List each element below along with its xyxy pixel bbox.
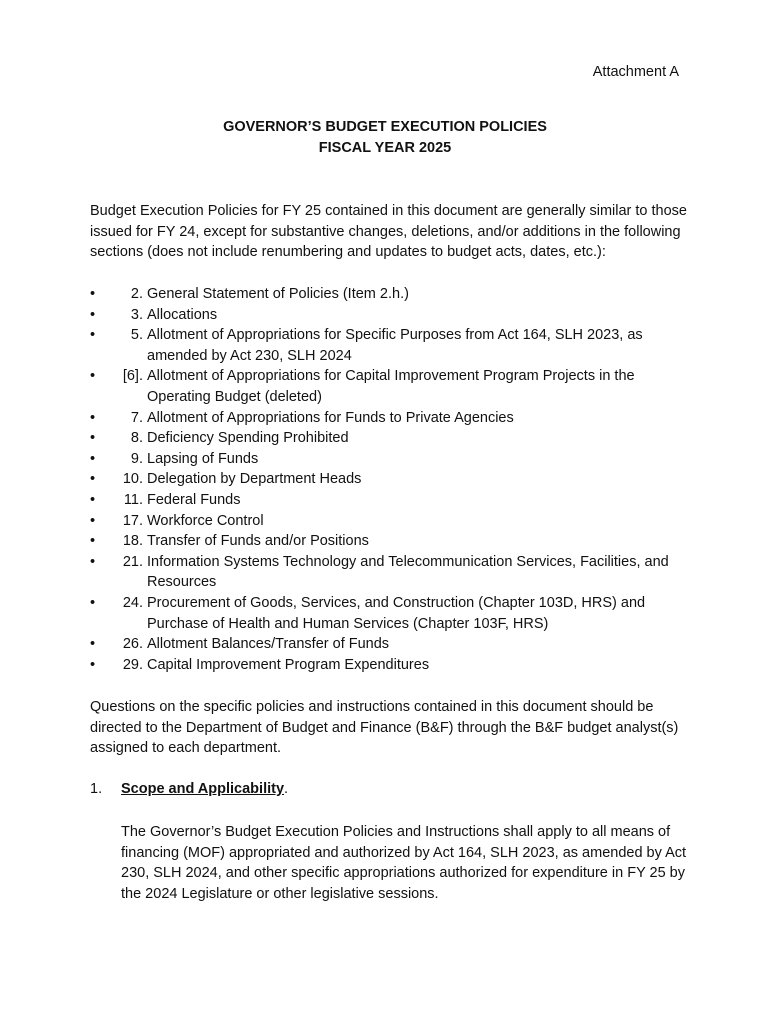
item-text: Lapsing of Funds [147,450,259,467]
item-number: 3. [130,306,143,323]
item-number: 11. [123,491,143,508]
item-text: Transfer of Funds and/or Positions [147,533,369,550]
bullet-icon: • [90,491,96,508]
item-text: Allocations [147,306,218,323]
list-item [90,593,690,634]
bullet-icon: • [90,306,96,323]
bullet-icon: • [90,286,96,302]
list-item [90,655,690,676]
section-heading-text: Scope and Applicability [121,781,285,797]
item-text: Procurement of Goods, Services, and Construction (Chapter 103D, HRS) and Purchase of Health and Human Services (Chapter 103F, HRS) [147,594,646,632]
list-item [90,428,690,449]
item-text: Allotment Balances/Transfer of Funds [147,636,390,653]
item-number: [6]. [122,368,143,385]
document-subtitle: FISCAL YEAR 2025 [318,140,452,156]
item-number: 29. [122,656,143,673]
list-item [90,552,690,593]
list-item [90,531,690,552]
bullet-icon: • [90,656,96,673]
changed-sections-list [90,284,690,675]
item-text: Information Systems Technology and Telecommunication Services, Facilities, and Resources [147,553,669,591]
list-item [90,469,690,490]
bullet-icon: • [90,450,96,467]
item-number: 8. [130,430,143,447]
item-number: 7. [130,409,143,426]
bullet-icon: • [90,636,96,653]
item-text: Allotment of Appropriations for Specific Purposes from Act 164, SLH 2023, as amended by Act 230, SLH 2024 [147,327,643,364]
item-text: Delegation by Department Heads [147,471,362,488]
item-number: 24. [122,594,143,611]
bullet-icon: • [90,327,96,344]
bullet-icon: • [90,533,96,550]
item-number: 26. [122,636,143,653]
intro-paragraph: Budget Execution Policies for FY 25 contained in this document are generally similar to those issued for FY 24, except for substantive changes, deletions, and/or additions in the following sections (does not include renumbering and updates to budget acts, dates, etc.): [90,203,687,261]
bullet-icon: • [90,553,96,570]
item-number: 9. [130,450,143,467]
questions-paragraph: Questions on the specific policies and instructions contained in this document should be directed to the Department of Budget and Finance (B&F) through the B&F budget analyst(s) assigned to each department. [90,699,679,757]
list-item [90,284,690,305]
list-item [90,325,690,366]
section-heading-suffix: . [284,781,289,797]
item-number: 17. [122,512,143,529]
item-text: Workforce Control [147,512,264,529]
bullet-icon: • [90,512,96,529]
list-item [90,449,690,470]
section-body: The Governor’s Budget Execution Policies and Instructions shall apply to all means of financing (MOF) appropriated and authorized by Act 164, SLH 2023, as amended by Act 230, SLH 2024, and other specific appropriations authorized for expenditure in FY 25 by the 2024 Legislature or other legislative sessions. [121,824,687,902]
list-item [90,634,690,655]
list-item [90,366,690,407]
item-number: 5. [130,327,143,344]
bullet-icon: • [90,430,96,447]
item-text: Allotment of Appropriations for Capital Improvement Program Projects in the Operating Budget (deleted) [147,368,635,405]
bullet-icon: • [90,594,96,611]
section-number: 1. [90,781,103,797]
attachment-label: Attachment A [592,64,679,80]
list-item [90,490,690,511]
item-text: General Statement of Policies (Item 2.h.) [147,286,409,302]
item-number: 10. [122,471,143,488]
bullet-icon: • [90,471,96,488]
item-text: Deficiency Spending Prohibited [147,430,349,447]
item-number: 2. [130,286,143,302]
section-heading [121,781,288,797]
bullet-icon: • [90,368,96,385]
document-title: GOVERNOR’S BUDGET EXECUTION POLICIES [223,119,547,135]
item-number: 18. [122,533,143,550]
item-number: 21. [122,553,143,570]
bullet-icon: • [90,409,96,426]
list-item [90,408,690,429]
item-text: Allotment of Appropriations for Funds to Private Agencies [147,409,514,426]
item-text: Capital Improvement Program Expenditures [147,656,430,673]
list-item [90,511,690,532]
item-text: Federal Funds [147,491,241,508]
list-item [90,305,690,326]
